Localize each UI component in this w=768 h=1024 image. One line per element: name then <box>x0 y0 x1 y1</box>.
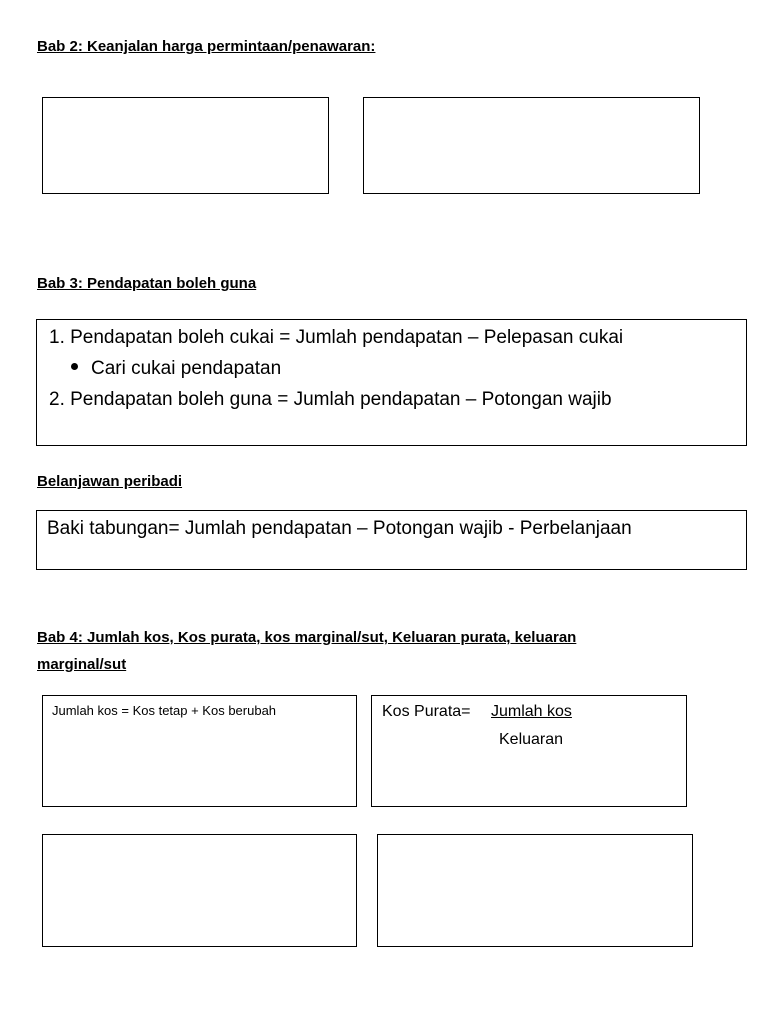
belanjawan-box <box>36 510 747 570</box>
bab3-bullet-text: Cari cukai pendapatan <box>91 358 282 379</box>
jumlah-kos-box <box>42 695 357 807</box>
jumlah-kos-formula: Jumlah kos = Kos tetap + Kos berubah <box>52 703 277 718</box>
bab3-line-1: 1. Pendapatan boleh cukai = Jumlah pendapatan – Pelepasan cukai <box>49 327 624 348</box>
bab3-bullet-item <box>71 357 281 381</box>
belanjawan-heading: Belanjawan peribadi <box>37 473 183 490</box>
bab4-heading-line-1: Bab 4: Jumlah kos, Kos purata, kos marginal/sut, Keluaran purata, keluaran <box>37 629 577 646</box>
kos-purata-box <box>371 695 687 807</box>
bab3-line-2: 2. Pendapatan boleh guna = Jumlah pendapatan – Potongan wajib <box>49 389 612 410</box>
bab2-heading: Bab 2: Keanjalan harga permintaan/penawaran: <box>37 38 376 55</box>
bab4-box-bottom-right <box>377 834 693 947</box>
belanjawan-formula: Baki tabungan= Jumlah pendapatan – Potongan wajib - Perbelanjaan <box>47 518 632 539</box>
bab3-heading: Bab 3: Pendapatan boleh guna <box>37 275 257 292</box>
bullet-icon <box>71 363 78 370</box>
bab3-box <box>36 319 747 446</box>
bab2-box-right <box>363 97 700 194</box>
kos-purata-label: Kos Purata= <box>382 703 471 720</box>
kos-purata-denominator: Keluaran <box>499 731 564 748</box>
kos-purata-numerator: Jumlah kos <box>491 703 572 720</box>
bab4-box-bottom-left <box>42 834 357 947</box>
bab2-box-left <box>42 97 329 194</box>
bab4-heading-line-2: marginal/sut <box>37 656 127 673</box>
